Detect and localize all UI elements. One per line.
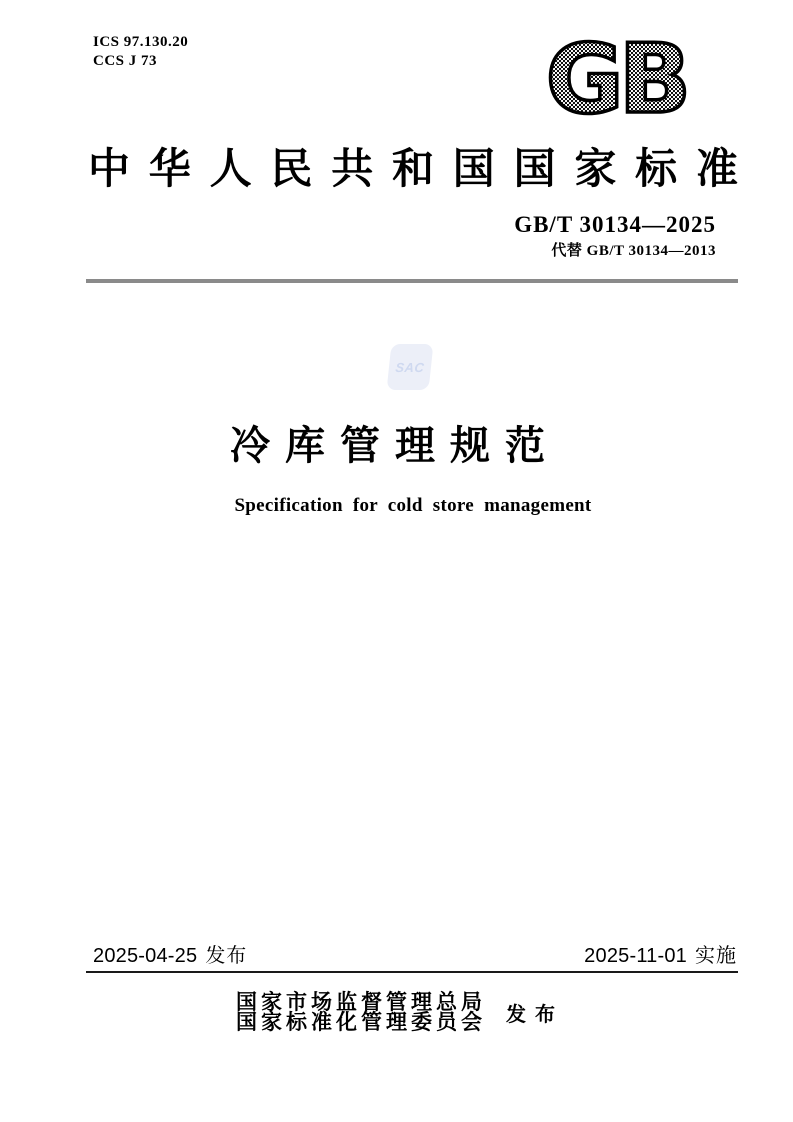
implement-date: 2025-11-01: [584, 945, 687, 967]
header-divider-rule: [86, 279, 738, 283]
document-title-en: Specification for cold store management: [234, 495, 592, 516]
implement-label: 实施: [695, 945, 737, 967]
replaces-note: 代替 GB/T 30134—2013: [551, 243, 716, 259]
gb-logo-text: GB: [545, 36, 687, 118]
issue-label: 发布: [205, 945, 248, 967]
document-title-cn: 冷库管理规范: [230, 424, 560, 468]
publisher-names: [236, 992, 486, 1032]
standard-number: GB/T 30134—2025: [514, 212, 716, 237]
ccs-code: CCS J 73: [93, 53, 158, 69]
dates-row: [93, 945, 737, 967]
issue-date: 2025-04-25: [93, 945, 198, 967]
publisher-line-2: 国家标准化管理委员会: [236, 1010, 486, 1034]
implement-date-item: [584, 945, 737, 967]
classification-codes: [93, 33, 188, 71]
publisher-line-1: 国家市场监督管理总局: [236, 990, 486, 1014]
footer-divider-rule: [86, 971, 738, 973]
gb-logo-icon: [543, 36, 689, 118]
ics-code: ICS 97.130.20: [93, 34, 189, 50]
sac-watermark-text: SAC: [394, 359, 426, 375]
publisher-block: [0, 992, 793, 1032]
publish-label: 发 布: [506, 1003, 557, 1026]
issue-date-item: [93, 945, 247, 967]
national-standard-title: 中华人民共和国国家标准: [88, 147, 738, 193]
sac-watermark-icon: [387, 344, 434, 390]
